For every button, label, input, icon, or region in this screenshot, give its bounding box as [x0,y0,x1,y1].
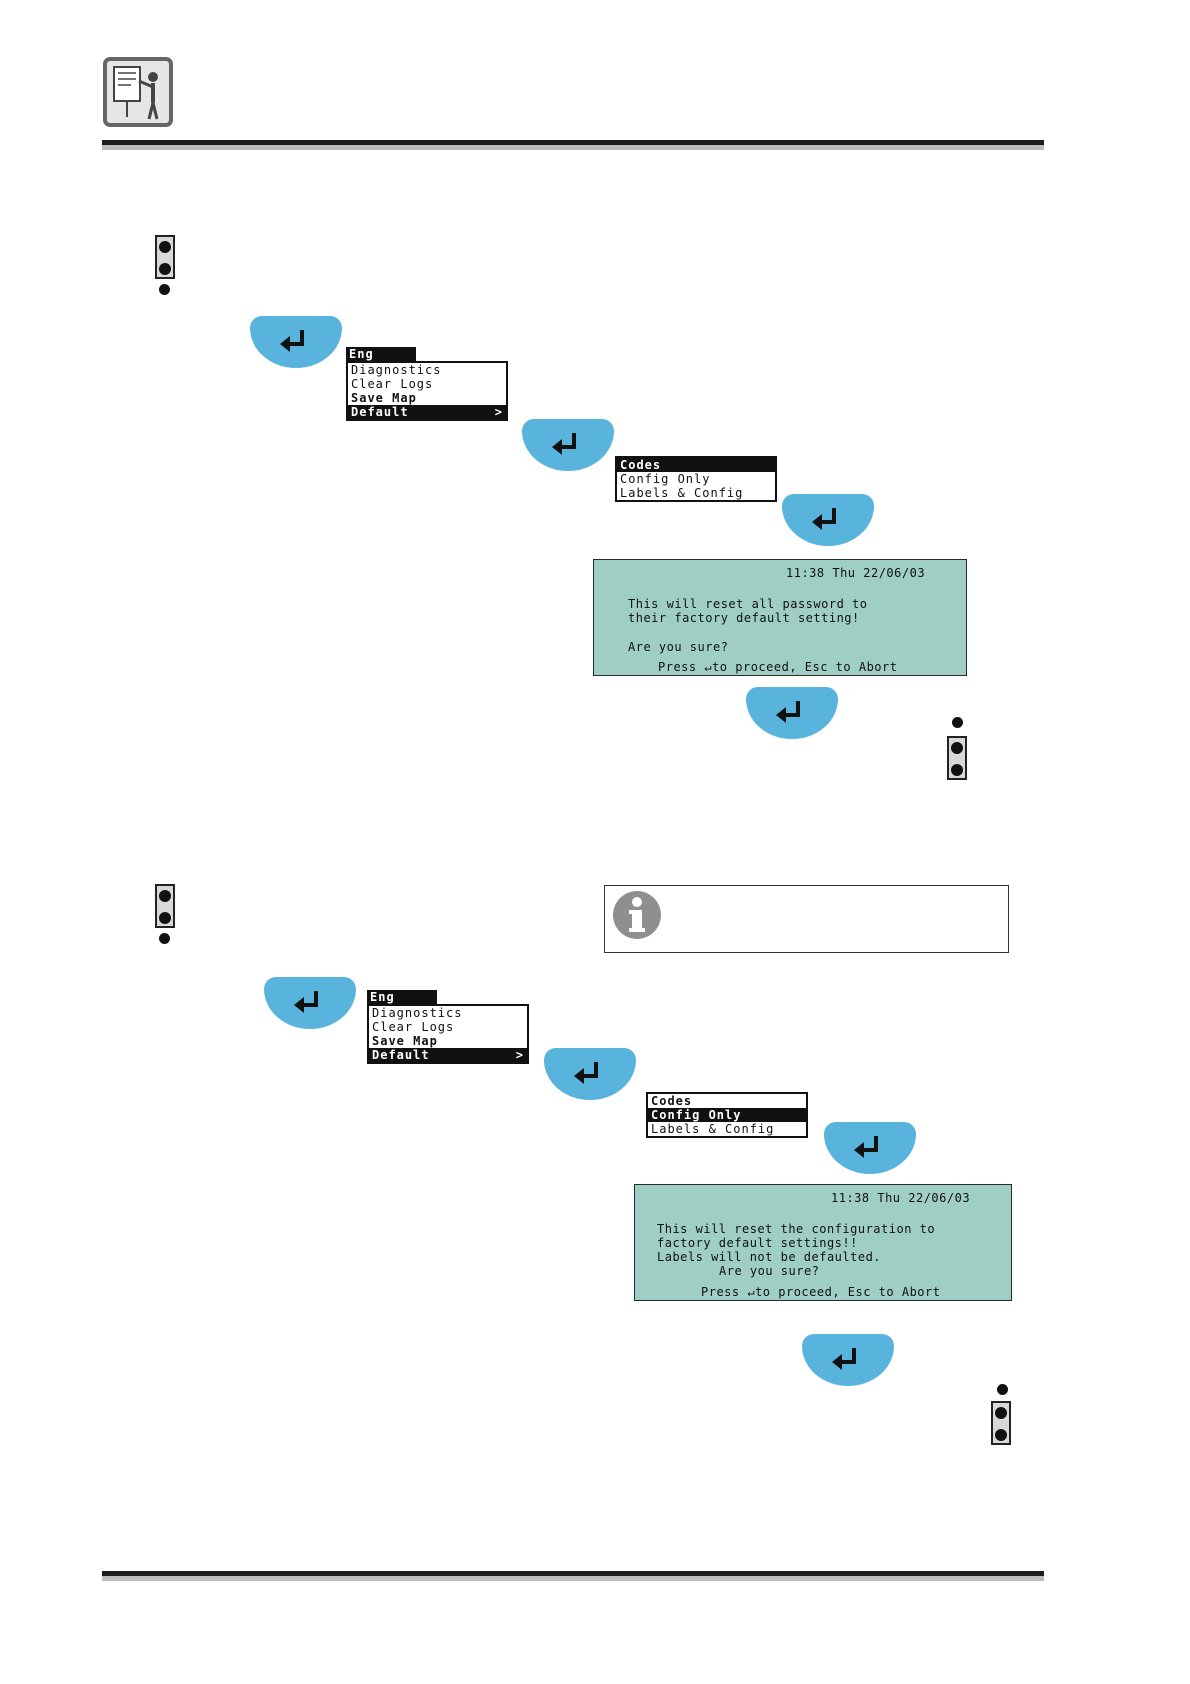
screen-line-2: their factory default setting! [628,611,860,625]
enter-key-icon [810,508,846,532]
footer-rule-shadow [102,1576,1044,1581]
menu-item-clear-logs[interactable]: Clear Logs [351,377,434,391]
jumper-link-icon [155,884,175,928]
screen-line-3: Labels will not be defaulted. [657,1250,882,1264]
header-rule-shadow [102,145,1044,150]
screen-line-4: Are you sure? [719,1264,820,1278]
jumper-pin-icon [159,284,170,295]
submenu-arrow: > [515,1048,524,1062]
engineer-menu [346,347,508,421]
menu-item-clear-logs[interactable]: Clear Logs [372,1020,455,1034]
jumper-pin-icon [952,717,963,728]
screen-proceed-label: to proceed, Esc to Abort [755,1285,941,1299]
menu-item-save-map[interactable]: Save Map [372,1034,438,1048]
enter-key-icon [774,701,810,725]
screen-line-1: This will reset the configuration to [657,1222,936,1236]
screen-line-3: Are you sure? [628,640,729,654]
jumper-pin-icon [159,933,170,944]
submenu-item-codes[interactable]: Codes [651,1094,693,1108]
enter-button[interactable] [782,494,874,546]
enter-button[interactable] [250,316,342,368]
submenu-item-config-only[interactable]: Config Only [620,472,711,486]
info-icon [612,890,662,940]
screen-time: 11:38 Thu 22/06/03 [786,566,926,580]
default-submenu [646,1092,808,1138]
enter-key-icon [550,433,586,457]
enter-button[interactable] [264,977,356,1029]
menu-item-save-map[interactable]: Save Map [351,391,417,405]
confirm-screen [593,559,967,676]
enter-key-icon [852,1136,888,1160]
engineer-panel-icon [103,57,173,127]
jumper-link-icon [947,736,967,780]
submenu-arrow: > [494,405,503,419]
menu-item-diagnostics[interactable]: Diagnostics [351,363,442,377]
jumper-link-icon [991,1401,1011,1445]
menu-item-default-label: Default [351,405,409,419]
menu-item-diagnostics[interactable]: Diagnostics [372,1006,463,1020]
jumper-link-icon [155,235,175,279]
menu-item-default[interactable] [369,1048,527,1062]
submenu-item-config-only[interactable]: Config Only [648,1108,806,1122]
jumper-pin-icon [997,1384,1008,1395]
default-submenu [615,456,777,502]
submenu-item-codes[interactable]: Codes [617,458,775,472]
confirm-screen [634,1184,1012,1301]
enter-key-icon [292,991,328,1015]
screen-time: 11:38 Thu 22/06/03 [831,1191,971,1205]
menu-header: Eng [346,347,416,361]
screen-press-label: Press [701,1285,740,1299]
info-note-box [604,885,1009,953]
enter-button[interactable] [522,419,614,471]
enter-key-icon [830,1348,866,1372]
enter-button[interactable] [746,687,838,739]
submenu-item-labels-config[interactable]: Labels & Config [620,486,744,500]
screen-line-1: This will reset all password to [628,597,868,611]
menu-header: Eng [367,990,437,1004]
enter-button[interactable] [802,1334,894,1386]
menu-item-default-label: Default [372,1048,430,1062]
screen-proceed-label: to proceed, Esc to Abort [712,660,898,674]
menu-item-default[interactable] [348,405,506,419]
enter-key-icon [572,1062,608,1086]
screen-press: Press ↵to proceed, Esc to Abort [658,660,898,674]
submenu-item-labels-config[interactable]: Labels & Config [651,1122,775,1136]
screen-line-2: factory default settings!! [657,1236,858,1250]
enter-button[interactable] [544,1048,636,1100]
engineer-menu [367,990,529,1064]
enter-button[interactable] [824,1122,916,1174]
screen-press-label: Press [658,660,697,674]
enter-key-icon [278,330,314,354]
screen-press: Press ↵to proceed, Esc to Abort [701,1285,941,1299]
